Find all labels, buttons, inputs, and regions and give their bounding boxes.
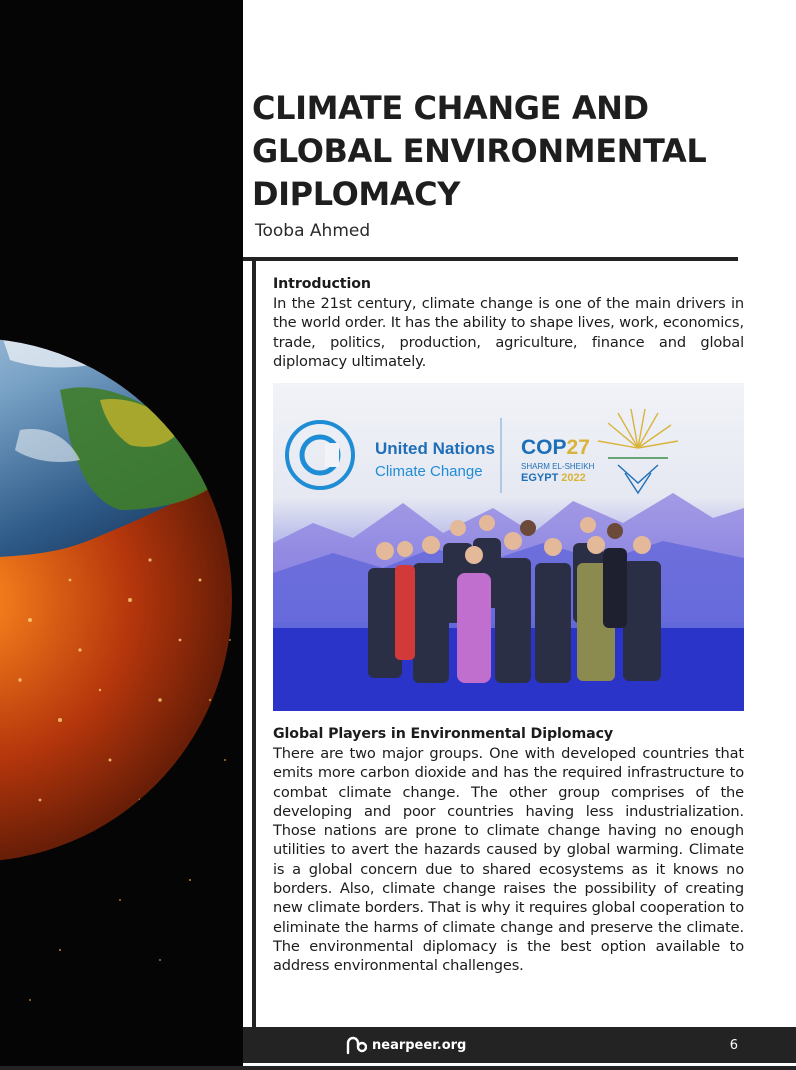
section-body: In the 21st century, climate change is one of the main drivers in the world order. It has the ability to shape lives, work, economics, trade, politics, production, agriculture, finance and global diplomacy ultimately.: [273, 295, 744, 370]
cop27-location: SHARM EL-SHEIKH: [521, 462, 595, 471]
brand-name: nearpeer.org: [372, 1037, 467, 1053]
cop27-country: EGYPT 2022: [521, 472, 586, 484]
un-title-text: United Nations: [375, 439, 495, 458]
section-heading: Global Players in Environmental Diplomacy: [273, 726, 614, 742]
section-body: There are two major groups. One with developed countries that emits more carbon dioxide and has the required infrastructure to combat climate change. The other group comprises of the developing and poor countries having less industrialization. Those nations are prone to climate change having no enough utilities to avert the hazards caused by global warming. Climate is a global concern due to shared ecosystems as it knows no borders. Also, climate change raises the possibility of creating new climate borders. That is why it requires global cooperation to eliminate the harms of climate change and preserve the climate. The environmental diplomacy is the best option available to address environmental challenges.: [273, 745, 744, 975]
article-title: CLIMATE CHANGE AND GLOBAL ENVIRONMENTAL DIPLOMACY: [252, 89, 707, 213]
introduction-section: [273, 275, 744, 371]
brand-link[interactable]: [345, 1035, 466, 1055]
cop27-group-photo: [273, 383, 744, 711]
page-footer: [243, 1027, 796, 1063]
earth-illustration: [0, 0, 243, 1070]
earth-image-panel: [0, 0, 243, 1070]
header-divider: [243, 257, 738, 261]
nearpeer-logo-icon: [345, 1035, 367, 1055]
global-players-section: [273, 725, 744, 976]
cop27-photo-illustration: [273, 383, 744, 711]
page-number: 6: [729, 1038, 738, 1053]
author-name: Tooba Ahmed: [255, 221, 371, 241]
cop27-label: COP27: [521, 436, 590, 459]
un-subtitle-text: Climate Change: [375, 463, 483, 480]
bottom-rule: [0, 1066, 796, 1070]
section-heading: Introduction: [273, 276, 371, 292]
content-side-rule: [252, 261, 256, 1028]
